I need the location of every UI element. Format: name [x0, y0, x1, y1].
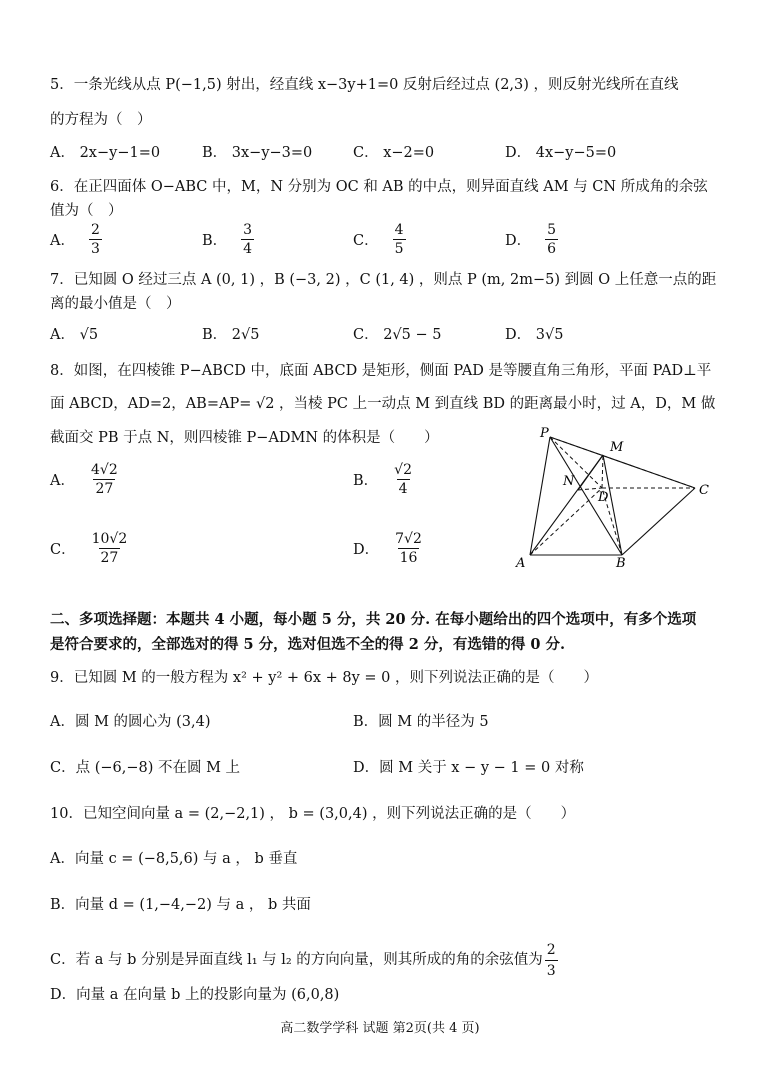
- q9-stem: 9．已知圆 M 的一般方程为 x² + y² + 6x + 8y = 0 ，则下列说法正确的是（ ）: [50, 670, 599, 686]
- section2-header-line2: 是符合要求的，全部选对的得 5 分，选对但选不全的得 2 分，有选错的得 0 分.: [50, 636, 566, 653]
- q5-option-d: D． 4x−y−5=0: [505, 145, 617, 161]
- q5-option-b: B． 3x−y−3=0: [202, 145, 313, 161]
- q7-option-a: A． √5: [50, 327, 99, 343]
- label-M: M: [610, 440, 624, 455]
- label-P: P: [540, 426, 549, 441]
- q6-option-b: B． 3 4: [202, 222, 253, 257]
- label-B: B: [616, 556, 626, 571]
- q5-stem-line2: 的方程为（ ）: [50, 112, 152, 128]
- q9-option-d: D．圆 M 关于 x − y − 1 = 0 对称: [353, 760, 584, 776]
- page-footer: 高二数学学科 试题 第2页(共 4 页): [280, 1021, 480, 1036]
- q7-option-d: D． 3√5: [505, 327, 564, 343]
- q6-option-c: C． 4 5: [353, 222, 404, 257]
- q10-stem: 10．已知空间向量 a = (2,−2,1) ， b = (3,0,4) ，则下列说法正确的是（ ）: [50, 806, 576, 822]
- section2-header-line1: 二、多项选择题：本题共 4 小题，每小题 5 分，共 20 分. 在每小题给出的四个选项中，有多个选项: [50, 611, 697, 628]
- q6-option-d: D． 5 6: [505, 222, 557, 257]
- q8-option-d: D． 7√2 16: [353, 531, 422, 566]
- q8-stem-line2: 面 ABCD，AD=2，AB=AP= √2 ，当棱 PC 上一动点 M 到直线 BD 的距离最小时，过 A，D，M 做: [50, 396, 716, 412]
- q9-option-b: B．圆 M 的半径为 5: [353, 714, 489, 730]
- label-N: N: [563, 474, 575, 489]
- q6-stem-line1: 6．在正四面体 O−ABC 中，M，N 分别为 OC 和 AB 的中点，则异面直线 AM 与 CN 所成角的余弦: [50, 179, 708, 195]
- q8-option-c: C． 10√2 27: [50, 531, 128, 566]
- q6-option-a: A． 2 3: [50, 222, 100, 257]
- q10-option-d: D．向量 a 在向量 b 上的投影向量为 (6,0,8): [50, 987, 340, 1003]
- label-D: D: [598, 490, 609, 505]
- q7-option-c: C． 2√5 − 5: [353, 327, 442, 343]
- q10-option-c-den: 3: [545, 960, 558, 980]
- q8-option-b: B． √2 4: [353, 462, 412, 497]
- q10-option-c-text: C．若 a 与 b 分别是异面直线 l₁ 与 l₂ 的方向向量，则其所成的角的余弦值为: [50, 952, 543, 969]
- q8-stem-line3: 截面交 PB 于点 N，则四棱锥 P−ADMN 的体积是（ ）: [50, 430, 439, 446]
- q10-option-c: [50, 941, 558, 980]
- q7-option-b: B． 2√5: [202, 327, 260, 343]
- q8-option-a: A． 4√2 27: [50, 462, 118, 497]
- q9-option-c: C．点 (−6,−8) 不在圆 M 上: [50, 760, 241, 776]
- pyramid-figure: [510, 425, 720, 575]
- q9-option-a: A．圆 M 的圆心为 (3,4): [50, 714, 211, 730]
- q5-stem-line1: 5．一条光线从点 P(−1,5) 射出，经直线 x−3y+1=0 反射后经过点 (2,3) ，则反射光线所在直线: [50, 77, 679, 93]
- q10-option-c-num: 2: [546, 942, 556, 958]
- q10-option-a: A．向量 c = (−8,5,6) 与 a ， b 垂直: [50, 851, 298, 867]
- q5-option-c: C． x−2=0: [353, 145, 435, 161]
- q7-stem-line2: 离的最小值是（ ）: [50, 296, 181, 312]
- label-C: C: [699, 483, 709, 498]
- label-A: A: [516, 556, 526, 571]
- q5-option-a: A． 2x−y−1=0: [50, 145, 161, 161]
- q7-stem-line1: 7．已知圆 O 经过三点 A (0, 1) ，B (−3, 2) ，C (1, 4) ，则点 P (m, 2m−5) 到圆 O 上任意一点的距: [50, 272, 717, 288]
- q6-stem-line2: 值为（ ）: [50, 203, 123, 219]
- q10-option-b: B．向量 d = (1,−4,−2) 与 a ， b 共面: [50, 897, 311, 913]
- q8-stem-line1: 8．如图，在四棱锥 P−ABCD 中，底面 ABCD 是矩形，侧面 PAD 是等腰直角三角形，平面 PAD⊥平: [50, 363, 712, 379]
